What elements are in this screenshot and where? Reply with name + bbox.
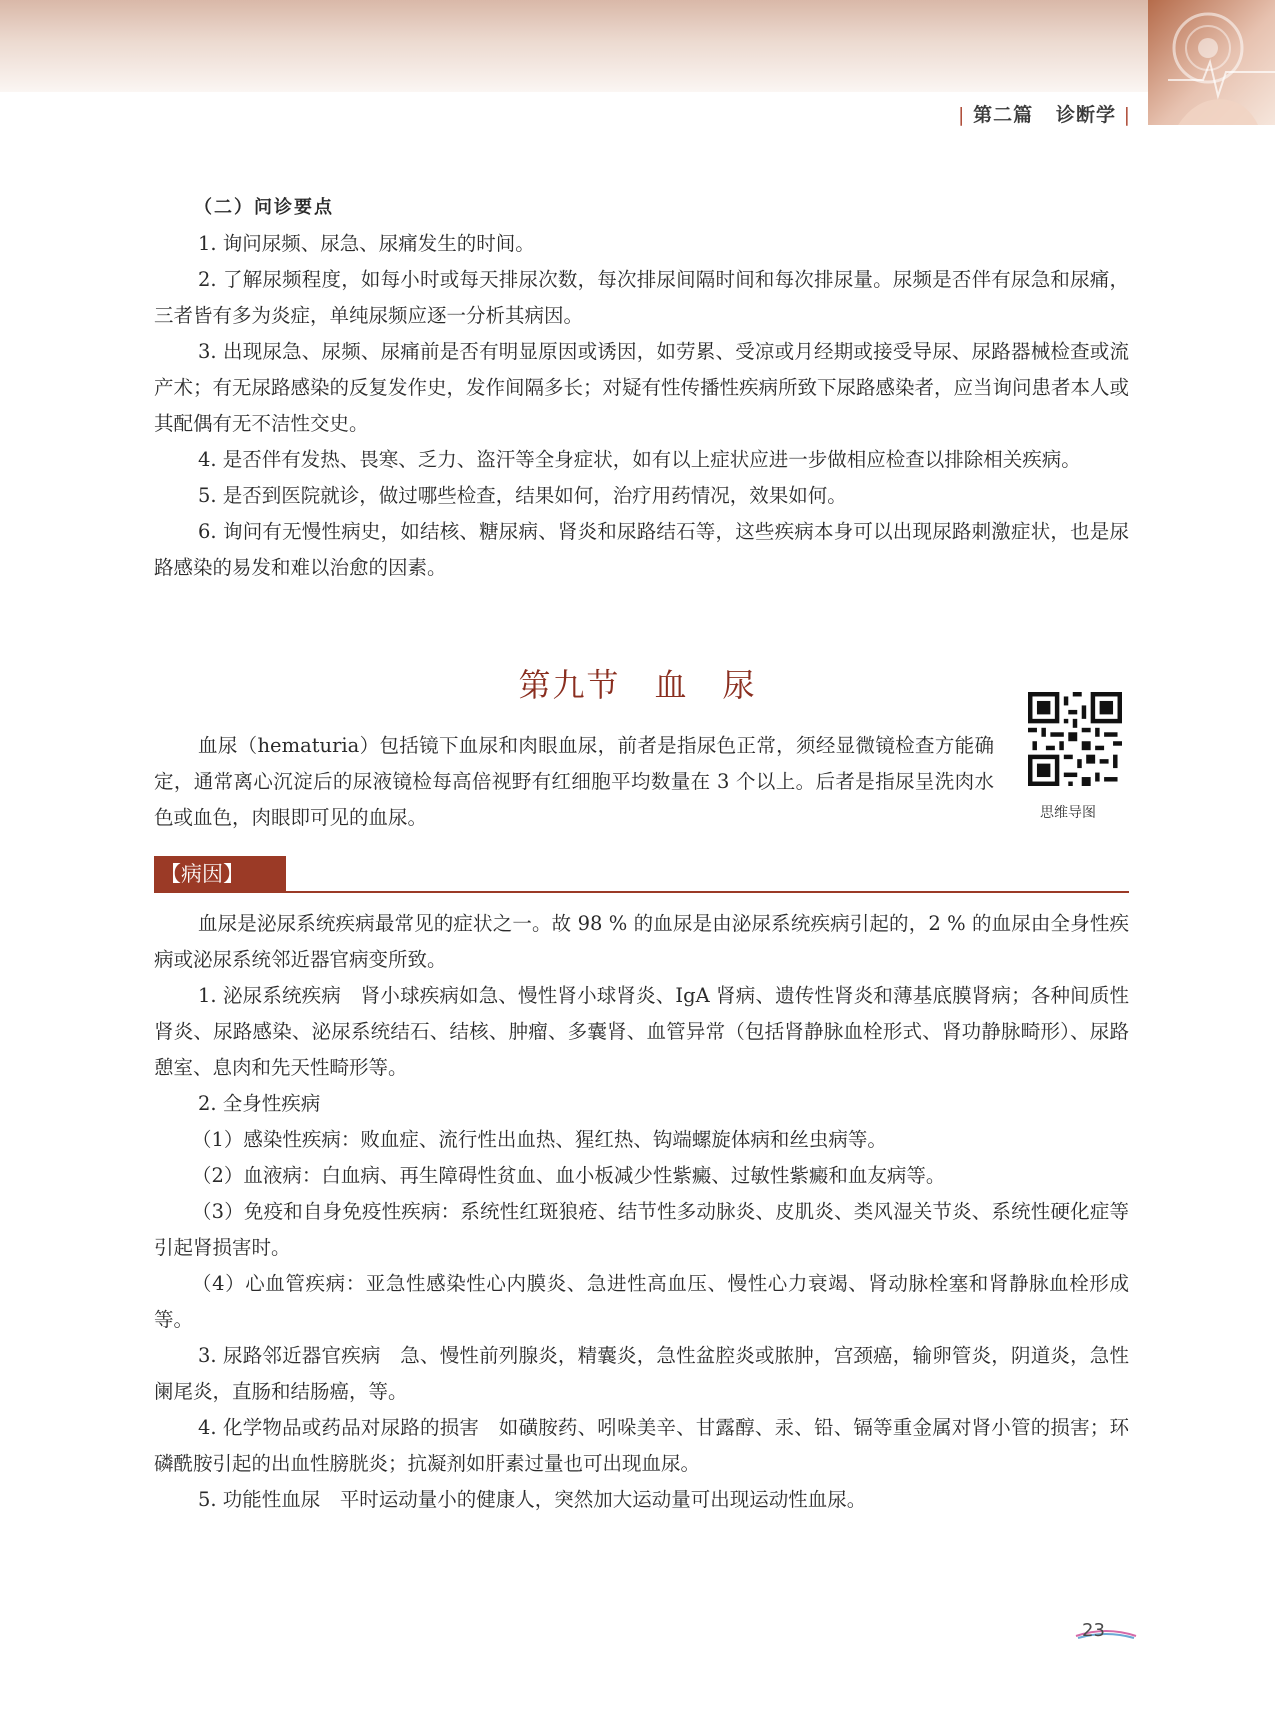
inquiry-item: 2. 了解尿频程度，如每小时或每天排尿次数，每次排尿间隔时间和每次排尿量。尿频是否伴有尿急和尿痛，三者皆有多为炎症，单纯尿频应逐一分析其病因。: [154, 268, 1129, 327]
causes-item: 5. 功能性血尿 平时运动量小的健康人，突然加大运动量可出现运动性血尿。: [198, 1488, 867, 1511]
inquiry-item: 3. 出现尿急、尿频、尿痛前是否有明显原因或诱因，如劳累、受凉或月经期或接受导尿、尿路器械检查或流产术；有无尿路感染的反复发作史，发作间隔多长；对疑有性传播性疾病所致下尿路感染者，应当询问患者本人或其配偶有无不洁性交史。: [154, 340, 1130, 435]
causes-subitem: （3）免疫和自身免疫性疾病：系统性红斑狼疮、结节性多动脉炎、皮肌炎、类风湿关节炎、系统性硬化症等引起肾损害时。: [154, 1200, 1129, 1259]
inquiry-item: 1. 询问尿频、尿急、尿痛发生的时间。: [198, 232, 535, 255]
causes-subitem: （2）血液病：白血病、再生障碍性贫血、血小板减少性紫癜、过敏性紫癜和血友病等。: [192, 1164, 946, 1187]
header-part: 第二篇: [973, 104, 1034, 126]
causes-item: 4. 化学物品或药品对尿路的损害 如磺胺药、吲哚美辛、甘露醇、汞、铅、镉等重金属对肾小管的损害；环磷酰胺引起的出血性膀胱炎；抗凝剂如肝素过量也可出现血尿。: [154, 1416, 1129, 1475]
inquiry-heading: （二）问诊要点: [194, 197, 334, 218]
causes-subitem: （1）感染性疾病：败血症、流行性出血热、猩红热、钩端螺旋体病和丝虫病等。: [192, 1128, 887, 1151]
causes-item: 1. 泌尿系统疾病 肾小球疾病如急、慢性肾小球肾炎、IgA 肾病、遗传性肾炎和薄基底膜肾病；各种间质性肾炎、尿路感染、泌尿系统结石、结核、肿瘤、多囊肾、血管异常（包括肾静脉血栓形式、肾功静脉畸形）、尿路憩室、息肉和先天性畸形等。: [154, 984, 1129, 1079]
qr-code-icon[interactable]: [1028, 692, 1122, 786]
header-subject: 诊断学: [1055, 104, 1116, 126]
section-intro: [154, 728, 994, 836]
causes-subitem: （4）心血管疾病：亚急性感染性心内膜炎、急进性高血压、慢性心力衰竭、肾动脉栓塞和肾静脉血栓形成等。: [154, 1272, 1129, 1331]
page-number: 23: [1082, 1620, 1105, 1641]
inquiry-item: 4. 是否伴有发热、畏寒、乏力、盗汗等全身症状，如有以上症状应进一步做相应检查以排除相关疾病。: [198, 448, 1081, 471]
header-divider: |: [1123, 104, 1131, 126]
header-divider: |: [958, 104, 966, 126]
inquiry-item: 5. 是否到医院就诊，做过哪些检查，结果如何，治疗用药情况，效果如何。: [198, 484, 847, 507]
causes-tag: 【病因】: [154, 856, 286, 892]
header-band: [0, 0, 1148, 92]
section-title: 第九节 血 尿: [518, 666, 757, 704]
causes-rule: [154, 891, 1129, 893]
causes-lead: 血尿是泌尿系统疾病最常见的症状之一。故 98 % 的血尿是由泌尿系统疾病引起的，2 % 的血尿由全身性疾病或泌尿系统邻近器官病变所致。: [154, 912, 1129, 971]
causes-section: [154, 906, 1129, 1518]
inquiry-item: 6. 询问有无慢性病史，如结核、糖尿病、肾炎和尿路结石等，这些疾病本身可以出现尿路刺激症状，也是尿路感染的易发和难以治愈的因素。: [154, 520, 1129, 579]
stethoscope-icon: [1148, 0, 1275, 125]
causes-item: 3. 尿路邻近器官疾病 急、慢性前列腺炎，精囊炎，急性盆腔炎或脓肿，宫颈癌，输卵管炎，阴道炎，急性阑尾炎，直肠和结肠癌，等。: [154, 1344, 1129, 1403]
intro-paragraph: 血尿（hematuria）包括镜下血尿和肉眼血尿，前者是指尿色正常，须经显微镜检查方能确定，通常离心沉淀后的尿液镜检每高倍视野有红细胞平均数量在 3 个以上。后者是指尿呈洗肉水色或血色，肉眼即可见的血尿。: [154, 734, 994, 829]
qr-caption: 思维导图: [1040, 805, 1096, 821]
causes-item: 2. 全身性疾病: [198, 1092, 321, 1115]
running-header: [958, 100, 1131, 130]
inquiry-section: [154, 190, 1129, 586]
